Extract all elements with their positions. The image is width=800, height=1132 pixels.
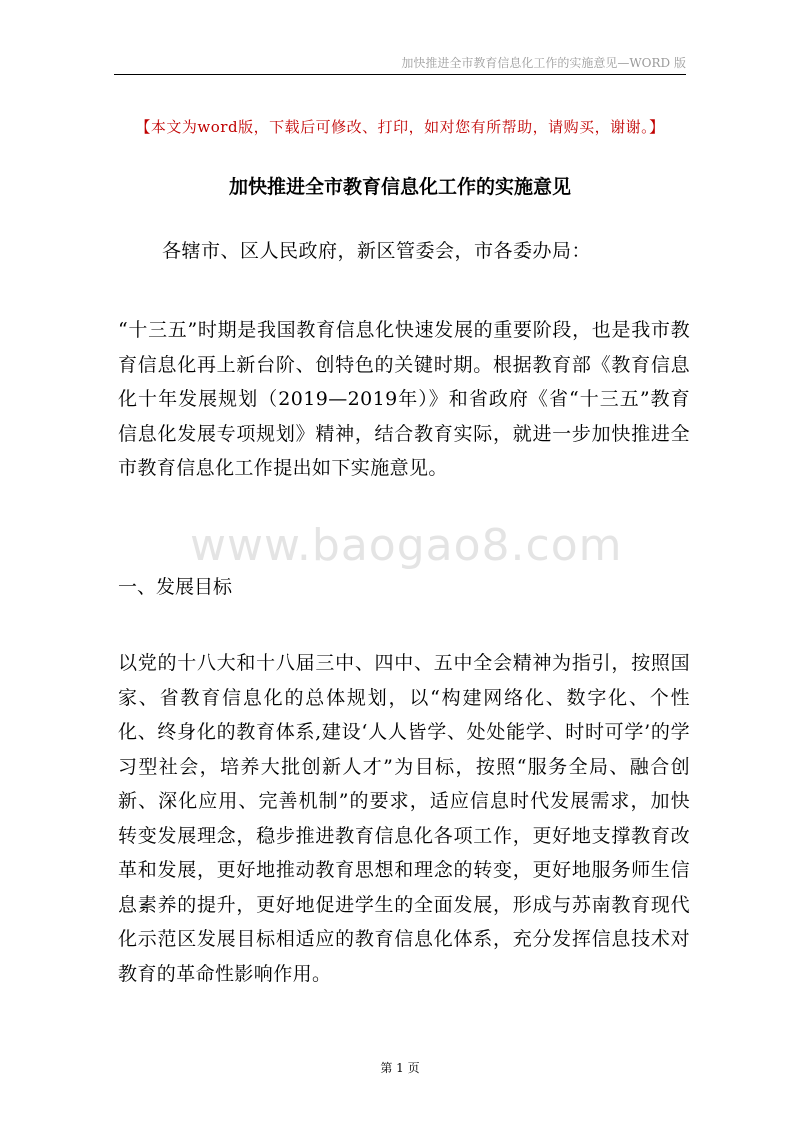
document-title: 加快推进全市教育信息化工作的实施意见 [228, 176, 571, 198]
intro-paragraph: “十三五”时期是我国教育信息化快速发展的重要阶段，也是我市教育信息化再上新台阶、创特色的关键时期。根据教育部《教育信息化十年发展规划（2019—2019年）》和省政府《省“十三五”教育信息化发展专项规划》精神，结合教育实际，就进一步加快推进全市教育信息化工作提出如下实施意见。 [118, 319, 690, 479]
salutation: 各辖市、区人民政府，新区管委会，市各委办局： [162, 240, 592, 262]
header-text: 加快推进全市教育信息化工作的实施意见—WORD 版 [401, 56, 686, 70]
section-heading-goals: 一、发展目标 [118, 576, 233, 598]
watermark: www.baogao8.com [190, 520, 623, 571]
goals-paragraph: 以党的十八大和十八届三中、四中、五中全会精神为指引，按照国家、省教育信息化的总体规划，以“构建网络化、数字化、个性化、终身化的教育体系,建设‘人人皆学、处处能学、时时可学’的学习型社会，培养大批创新人才”为目标，按照“服务全局、融合创新、深化应用、完善机制”的要求，适应信息时代发展需求，加快转变发展理念，稳步推进教育信息化各项工作，更好地支撑教育改革和发展，更好地推动教育思想和理念的转变，更好地服务师生信息素养的提升，更好地促进学生的全面发展，形成与苏南教育现代化示范区发展目标相适应的教育信息化体系，充分发挥信息技术对教育的革命性影响作用。 [118, 652, 690, 985]
page-header [114, 52, 686, 75]
download-notice: 【本文为word版，下载后可修改、打印，如对您有所帮助，请购买，谢谢。】 [135, 118, 665, 136]
page-number: 第 1 页 [380, 1061, 420, 1075]
